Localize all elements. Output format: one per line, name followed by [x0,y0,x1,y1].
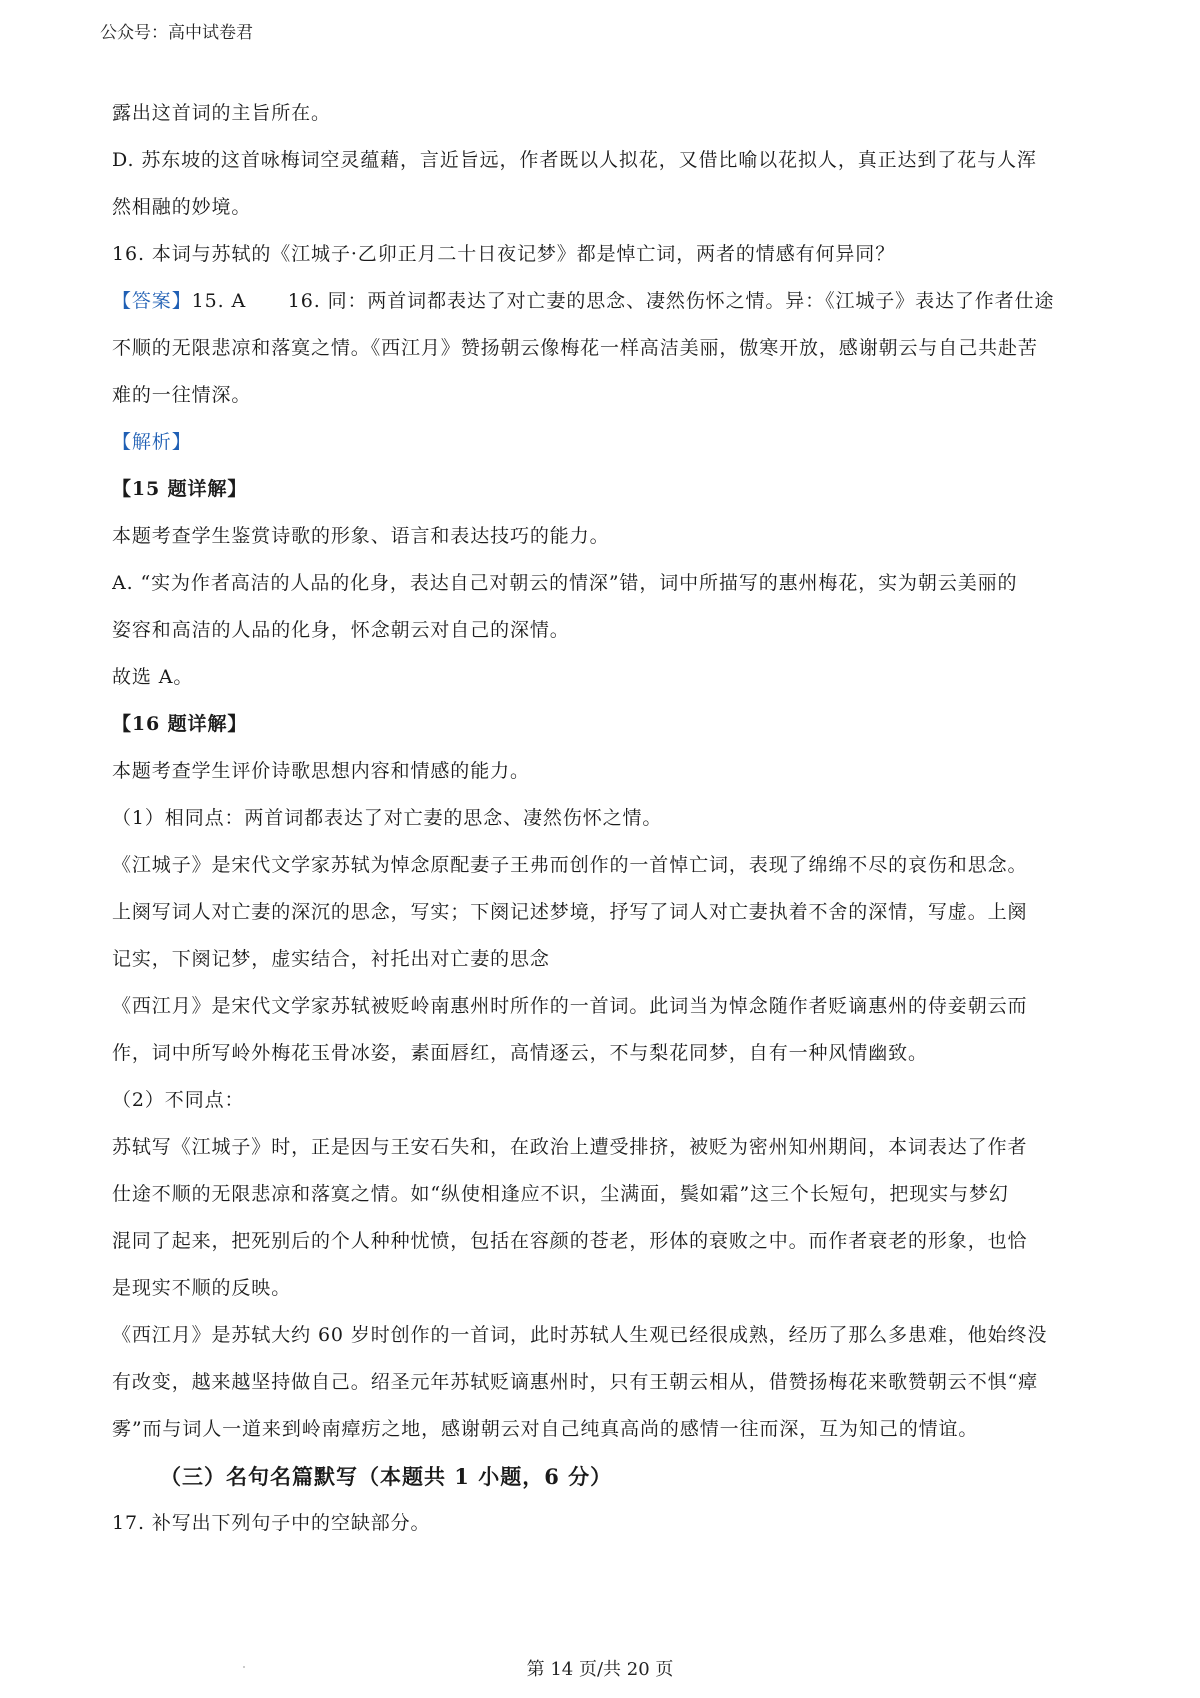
line-text: 雾”而与词人一道来到岭南瘴疠之地，感谢朝云对自己纯真高尚的感情一往而深，互为知己的情谊。 [112,1418,979,1440]
line-text: 上阕写词人对亡妻的深沉的思念，写实；下阕记述梦境，抒写了词人对亡妻执着不舍的深情，写虚。上阕 [112,901,1028,923]
text-line [112,90,1102,137]
line-text: 不顺的无限悲凉和落寞之情。《西江月》赞扬朝云像梅花一样高洁美丽，傲寒开放，感谢朝云与自己共赴苦 [112,337,1038,359]
line-text: 《江城子》是宋代文学家苏轼为悼念原配妻子王弗而创作的一首悼亡词，表现了绵绵不尽的哀伤和思念。 [112,854,1028,876]
text-line [112,748,1102,795]
text-line [112,1406,1102,1453]
text-line [112,1124,1102,1171]
answer-tag: 【解析】 [112,431,192,453]
line-text: 作，词中所写岭外梅花玉骨冰姿，素面唇红，高情逐云，不与梨花同梦，自有一种风情幽致。 [112,1042,928,1064]
text-line [112,560,1102,607]
line-text: 是现实不顺的反映。 [112,1277,292,1299]
text-line [112,654,1102,701]
line-text: 仕途不顺的无限悲凉和落寞之情。如“纵使相逢应不识，尘满面，鬓如霜”这三个长短句，把现实与梦幻 [112,1183,1009,1205]
text-line [112,325,1102,372]
answer-tag: 【答案】 [112,290,192,312]
subheading-text: 【16 题详解】 [112,713,248,735]
line-text: 难的一往情深。 [112,384,252,406]
line-text: 《西江月》是宋代文学家苏轼被贬岭南惠州时所作的一首词。此词当为悼念随作者贬谪惠州的侍妾朝云而 [112,995,1028,1017]
text-line [112,372,1102,419]
text-line [112,1030,1102,1077]
line-text: D. 苏东坡的这首咏梅词空灵蕴藉，言近旨远，作者既以人拟花，又借比喻以花拟人，真正达到了花与人浑 [112,149,1037,171]
text-line [112,607,1102,654]
line-text: 记实，下阕记梦，虚实结合，衬托出对亡妻的思念 [112,948,550,970]
text-line [112,983,1102,1030]
text-line [112,795,1102,842]
text-line [112,936,1102,983]
question-17: 17. 补写出下列句子中的空缺部分。 [112,1512,431,1534]
paragraph-lines [112,90,1102,1453]
text-line [112,466,1102,513]
text-line [112,231,1102,278]
line-text: 姿容和高洁的人品的化身，怀念朝云对自己的深情。 [112,619,570,641]
text-line [112,1359,1102,1406]
text-line [112,513,1102,560]
line-text: 露出这首词的主旨所在。 [112,102,331,124]
text-line [112,278,1102,325]
text-line [112,1171,1102,1218]
line-text: 苏轼写《江城子》时，正是因与王安石失和，在政治上遭受排挤，被贬为密州知州期间，本词表达了作者 [112,1136,1028,1158]
page-header: 公众号：高中试卷君 [100,23,253,43]
text-line [112,1077,1102,1124]
line-text: A. “实为作者高洁的人品的化身，表达自己对朝云的情深”错，词中所描写的惠州梅花，实为朝云美丽的 [112,572,1018,594]
document-body [112,90,1102,1547]
line-text: 有改变，越来越坚持做自己。绍圣元年苏轼贬谪惠州时，只有王朝云相从，借赞扬梅花来歌赞朝云不惧“瘴 [112,1371,1039,1393]
line-text: 本题考查学生评价诗歌思想内容和情感的能力。 [112,760,530,782]
text-line [112,889,1102,936]
line-text: 15. A 16. 同：两首词都表达了对亡妻的思念、凄然伤怀之情。异：《江城子》表达了作者仕途 [191,290,1055,312]
section-heading: （三）名句名篇默写（本题共 1 小题，6 分） [160,1464,613,1489]
text-line [112,842,1102,889]
line-text: （1）相同点：两首词都表达了对亡妻的思念、凄然伤怀之情。 [112,807,663,829]
line-text: 然相融的妙境。 [112,196,252,218]
line-text: （2）不同点： [112,1089,245,1111]
line-text: 本题考查学生鉴赏诗歌的形象、语言和表达技巧的能力。 [112,525,610,547]
subheading-text: 【15 题详解】 [112,478,248,500]
line-text: 故选 A。 [112,666,194,688]
text-line [112,137,1102,184]
text-line [112,184,1102,231]
text-line [112,701,1102,748]
page-footer: 第 14 页/共 20 页 [526,1659,674,1680]
text-line [112,1218,1102,1265]
text-line [112,419,1102,466]
text-line [112,1265,1102,1312]
line-text: 16. 本词与苏轼的《江城子·乙卯正月二十日夜记梦》都是悼亡词，两者的情感有何异同？ [112,243,896,265]
line-text: 混同了起来，把死别后的个人种种忧愤，包括在容颜的苍老，形体的衰败之中。而作者衰老的形象，也恰 [112,1230,1028,1252]
line-text: 《西江月》是苏轼大约 60 岁时创作的一首词，此时苏轼人生观已经很成熟，经历了那么多患难，他始终没 [112,1324,1048,1346]
text-line [112,1312,1102,1359]
